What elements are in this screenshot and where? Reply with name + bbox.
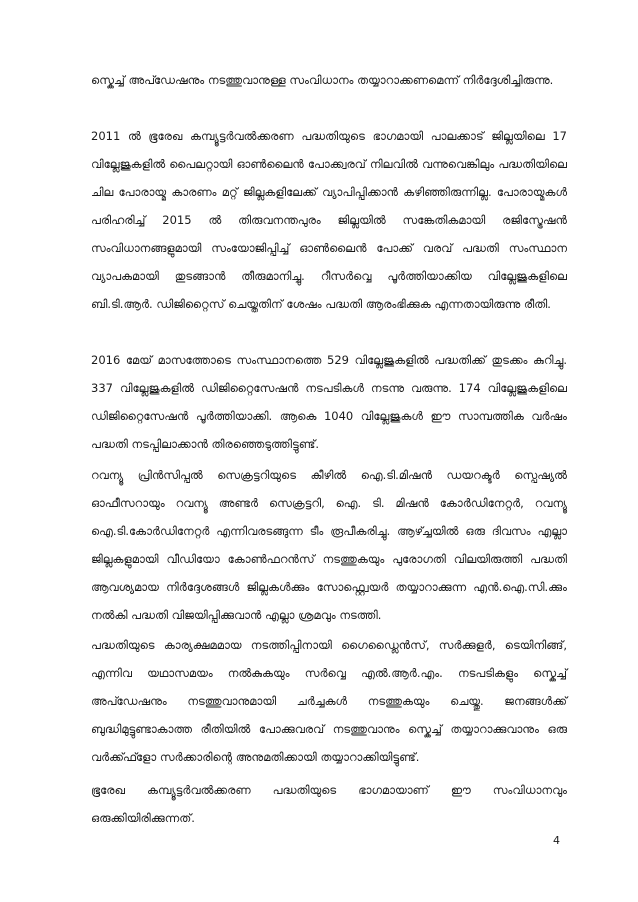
paragraph-6: ഭൂരേഖ കമ്പ്യൂട്ടർവൽക്കരണ പദ്ധതിയുടെ ഭാഗമായാണ് ഈ സംവിധാനവും ഒരുക്കിയിരിക്കുന്നത്. [91, 783, 567, 825]
paragraph-5: പദ്ധതിയുടെ കാര്യക്ഷമമായ നടത്തിപ്പിനായി ഗൈഡ്ലൈൻസ്, സർക്കുളർ, ടെയിനിങ്ങ്, എന്നിവ യഥാസമയം നൽകുകയും സർവ്വെ എൽ.ആർ.എം. നടപടികളും സ്കെച്ച് അപ്ഡേഷനും നടത്തുവാനുമായി ചർച്ചകൾ നടത്തുകയും ചെയ്തു. ജനങ്ങൾക്ക് ബുദ്ധിമുട്ടുണ്ടാകാത്ത രീതിയിൽ പോക്കുവരവ് നടത്തുവാനും സ്കെച്ച് തയ്യാറാക്കുവാനും ഒരു വർക്ക്ഫ്ളോ സർക്കാരിന്റെ അനുമതിക്കായി തയ്യാറാക്കിയിട്ടുണ്ട്. [91, 638, 567, 764]
paragraph-3: 2016 മേയ് മാസത്തോടെ സംസ്ഥാനത്തെ 529 വില്ലേജുകളിൽ പദ്ധതിക്ക് തുടക്കം കുറിച്ചു. 337 വില്ലേജുകളിൽ ഡിജിറ്റൈസേഷൻ നടപടികൾ നടന്നു വരുന്നു. 174 വില്ലേജുകളിലെ ഡിജിറ്റൈസേഷൻ പൂർത്തിയാക്കി. ആകെ 1040 വില്ലേജുകൾ ഈ സാമ്പത്തിക വർഷം പദ്ധതി നടപ്പിലാക്കാൻ തിരഞ്ഞെടുത്തിട്ടുണ്ട്. [91, 353, 567, 451]
page-number: 4 [553, 834, 560, 847]
paragraph-1: സ്കെച്ച് അപ്ഡേഷനും നടത്തുവാനുള്ള സംവിധാനം തയ്യാറാക്കണമെന്ന് നിർദ്ദേശിച്ചിരുന്നു. [91, 73, 554, 87]
paragraph-4: റവന്യൂ പ്രിൻസിപ്പൽ സെക്രട്ടറിയുടെ കീഴിൽ ഐ.ടി.മിഷൻ ഡയറക്ടർ സ്പെഷ്യൽ ഓഫീസറായും റവന്യൂ അണ്ടർ സെക്രട്ടറി, ഐ. ടി. മിഷൻ കോർഡിനേറ്റർ, റവന്യൂ ഐ.ടി.കോർഡിനേറ്റർ എന്നിവരടങ്ങുന്ന ടീം രൂപീകരിച്ചു. ആഴ്ച്ചയിൽ ഒരു ദിവസം എല്ലാ ജില്ലകളുമായി വീഡിയോ കോൺഫറൻസ് നടത്തുകയും പുരോഗതി വിലയിരുത്തി പദ്ധതി ആവശ്യമായ നിർദ്ദേശങ്ങൾ ജില്ലകൾക്കും സോഫ്റ്റ്വെയർ തയ്യാറാക്കുന്ന എൻ.ഐ.സി.ക്കും നൽകി പദ്ധതി വിജയിപ്പിക്കുവാൻ എല്ലാ ശ്രമവും നടത്തി. [91, 468, 567, 622]
paragraph-2: 2011 ൽ ഭൂരേഖ കമ്പ്യൂട്ടർവൽക്കരണ പദ്ധതിയുടെ ഭാഗമായി പാലക്കാട് ജില്ലയിലെ 17 വില്ലേജുകളിൽ പൈലറ്റായി ഓൺലൈൻ പോക്ക്വരവ് നിലവിൽ വന്നുവെങ്കിലും പദ്ധതിയിലെ ചില പോരായ്മ കാരണം മറ്റ് ജില്ലകളിലേക്ക് വ്യാപിപ്പിക്കാൻ കഴിഞ്ഞിരുന്നില്ല. പോരായ്മകൾ പരിഹരിച്ച് 2015 ൽ തിരുവനന്തപുരം ജില്ലയിൽ സങ്കേതികമായി രജിസ്ട്രേഷൻ സംവിധാനങ്ങളുമായി സംയോജിപ്പിച്ച് ഓൺലൈൻ പോക്ക് വരവ് പദ്ധതി സംസ്ഥാന വ്യാപകമായി തുടങ്ങാൻ തീരുമാനിച്ചു. റീസർവ്വെ പൂർത്തിയാക്കിയ വില്ലേജുകളിലെ ബി.ടി.ആർ. ഡിജിറ്റൈസ് ചെയ്തതിന് ശേഷം പദ്ധതി ആരംഭിക്കുക എന്നതായിരുന്നു രീതി. [91, 129, 567, 311]
